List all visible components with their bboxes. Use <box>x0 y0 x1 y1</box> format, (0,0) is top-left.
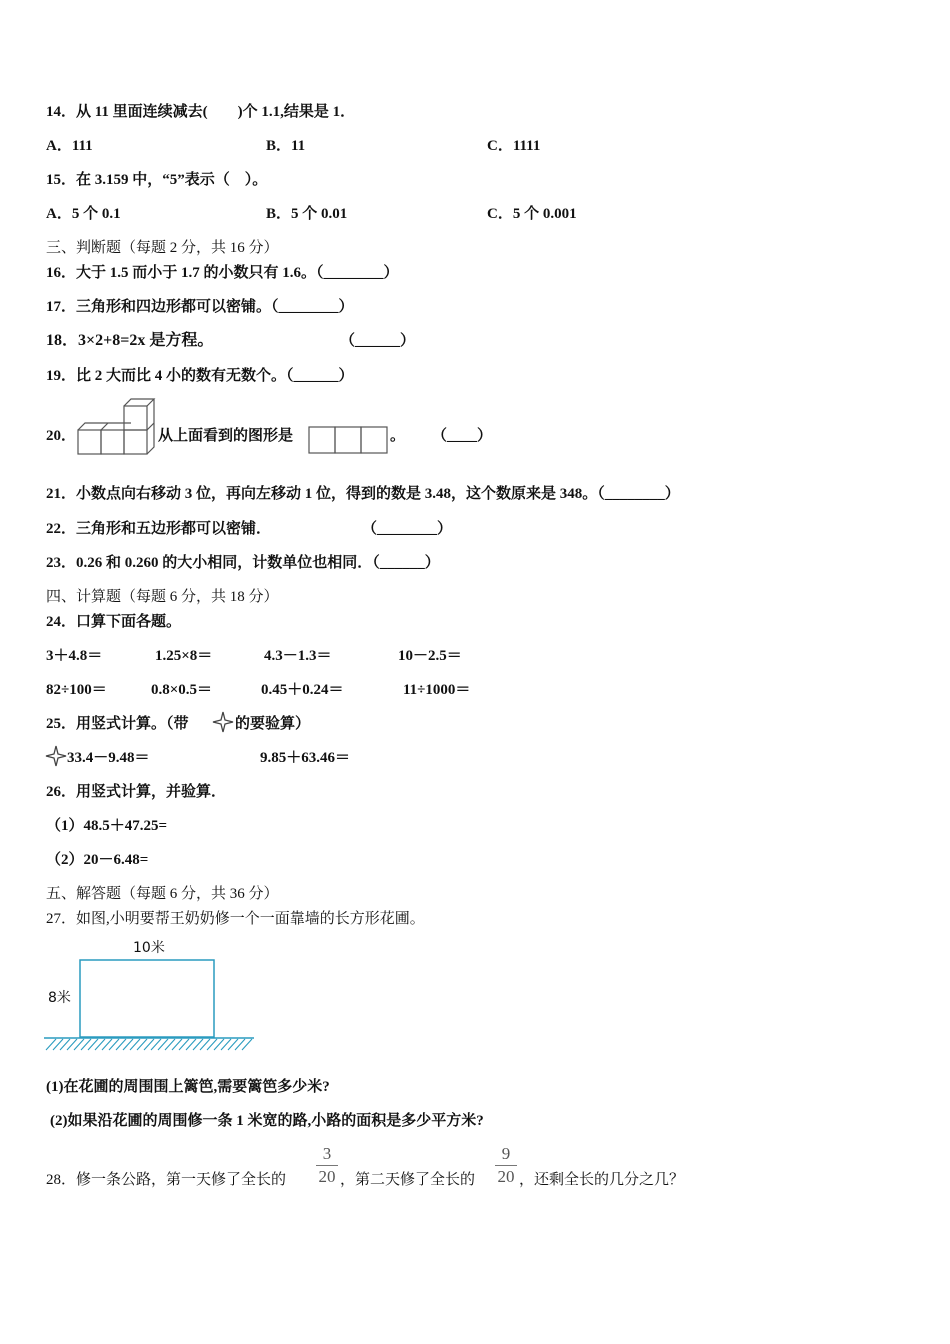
question-23: 23．0.26 和 0.260 的大小相同，计数单位也相同．（______） <box>46 555 440 571</box>
fraction-numerator: 3 <box>322 1144 332 1163</box>
question-27-part-1: (1)在花圃的周围围上篱笆,需要篱笆多少米? <box>46 1079 330 1095</box>
question-24: 24．口算下面各题。 <box>46 614 182 630</box>
section-4-heading: 四、计算题（每题 6 分，共 18 分） <box>46 589 279 605</box>
cube-stack-figure <box>76 397 160 457</box>
question-27-part-2: (2)如果沿花圃的周围修一条 1 米宽的路,小路的面积是多少平方米? <box>50 1113 484 1129</box>
star-icon <box>45 745 67 767</box>
calc-item: 0.45＋0.24＝ <box>261 682 344 698</box>
calc-item: 1.25×8＝ <box>155 648 213 664</box>
option-c: C．5 个 0.001 <box>487 206 577 222</box>
question-15: 15．在 3.159 中，“5”表示（ ）。 <box>46 172 268 188</box>
option-b: B．5 个 0.01 <box>266 206 348 222</box>
calc-item: 82÷100＝ <box>46 682 107 698</box>
question-21: 21．小数点向右移动 3 位，再向左移动 1 位，得到的数是 3.48，这个数原来是 348。（________） <box>46 486 680 502</box>
height-label: 8米 <box>48 990 71 1006</box>
calc-item: （1）48.5＋47.25= <box>46 818 168 834</box>
garden-figure <box>44 940 256 1054</box>
question-28-b: ，第二天修了全长的 <box>340 1172 476 1188</box>
question-22: 22．三角形和五边形都可以密铺． <box>46 521 272 537</box>
question-27: 27．如图,小明要帮王奶奶修一个一面靠墙的长方形花圃。 <box>46 911 425 927</box>
answer-blank: （________） <box>362 521 453 537</box>
calc-item: 10－2.5＝ <box>398 648 462 664</box>
star-icon <box>212 711 234 733</box>
calc-item: 33.4－9.48＝ <box>67 750 150 766</box>
section-5-heading: 五、解答题（每题 6 分，共 36 分） <box>46 886 279 902</box>
calc-item: 0.8×0.5＝ <box>151 682 213 698</box>
question-26: 26．用竖式计算，并验算． <box>46 784 227 800</box>
fraction-denominator: 20 <box>318 1167 336 1186</box>
question-17: 17．三角形和四边形都可以密铺。（________） <box>46 299 354 315</box>
fraction-numerator: 9 <box>501 1144 511 1163</box>
calc-item: 4.3－1.3＝ <box>264 648 332 664</box>
question-20-end: 。 <box>390 428 406 444</box>
question-25-b: 的要验算） <box>235 716 311 732</box>
answer-blank: （____） <box>432 428 493 444</box>
width-label: 10米 <box>133 940 165 956</box>
question-28-c: ，还剩全长的几分之几？ <box>519 1172 685 1188</box>
calc-item: 9.85＋63.46＝ <box>260 750 351 766</box>
calc-item: 11÷1000＝ <box>403 682 471 698</box>
question-20-text: 从上面看到的图形是 <box>158 428 294 444</box>
option-b: B．11 <box>266 138 306 154</box>
question-19: 19．比 2 大而比 4 小的数有无数个。（______） <box>46 368 354 384</box>
option-c: C．1111 <box>487 138 541 154</box>
answer-blank: （______） <box>340 333 416 349</box>
fraction <box>314 1144 340 1187</box>
question-18: 18．3×2+8=2x 是方程。 <box>46 332 214 349</box>
question-14: 14．从 11 里面连续减去( )个 1.1,结果是 1． <box>46 104 356 120</box>
option-a: A．5 个 0.1 <box>46 206 121 222</box>
question-28-a: 28．修一条公路，第一天修了全长的 <box>46 1172 287 1188</box>
top-view-figure <box>308 426 390 454</box>
calc-item: （2）20－6.48= <box>46 852 149 868</box>
option-a: A．111 <box>46 138 93 154</box>
question-16: 16．大于 1.5 而小于 1.7 的小数只有 1.6。（________） <box>46 265 399 281</box>
calc-item: 3＋4.8＝ <box>46 648 103 664</box>
question-25-a: 25．用竖式计算。（带 <box>46 716 189 732</box>
question-20-number: 20． <box>46 428 77 444</box>
fraction-denominator: 20 <box>497 1167 515 1186</box>
fraction <box>493 1144 519 1187</box>
section-3-heading: 三、判断题（每题 2 分，共 16 分） <box>46 240 279 256</box>
